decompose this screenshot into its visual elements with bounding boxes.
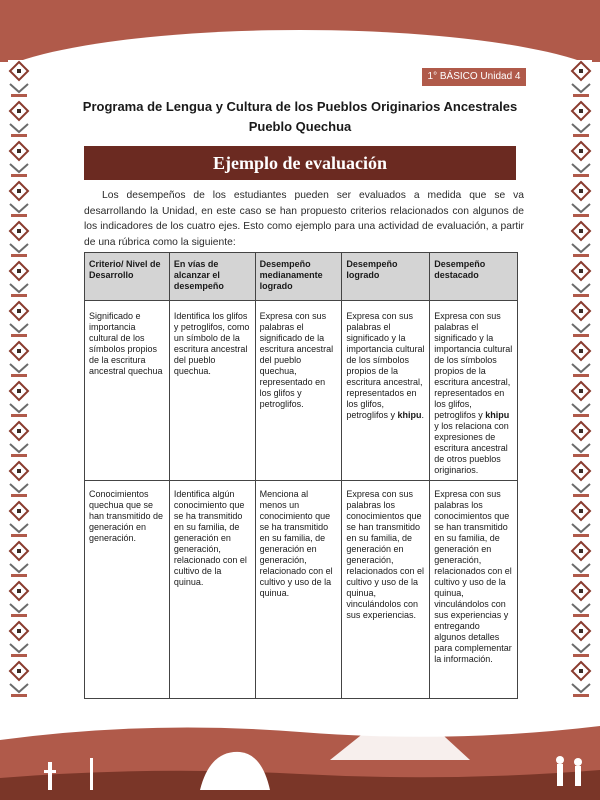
bottom-landscape (0, 700, 600, 800)
program-title-line1: Programa de Lengua y Cultura de los Pueblos Originarios Ancestrales (82, 99, 518, 114)
header-logrado: Desempeño logrado (342, 253, 430, 301)
row1-logrado-end: . (421, 410, 424, 420)
row1-destacado (430, 301, 518, 481)
right-pattern-border (570, 60, 592, 700)
row1-destacado-text: Expresa con sus palabras el significado y la importancia cultural de los símbolos propios de la escritura ancestral, representados en los glifos, petroglifos y (434, 311, 513, 420)
rubric-table (84, 252, 518, 699)
row2-en-vias: Identifica algún conocimiento que se ha transmitido en su familia, de generación en generación, relacionado con el cultivo de la quinua. (169, 481, 255, 699)
rubric-header-row (85, 253, 518, 301)
intro-paragraph: Los desempeños de los estudiantes pueden ser evaluados a medida que se va desarrollando la Unidad, en este caso se han propuesto criterios relacionados con algunos de los indicadores de los cuatro ejes. Esto como ejemplo para una actividad de evaluación, a partir de una rúbrica como la siguiente: (84, 190, 524, 248)
row1-logrado-khipu: khipu (397, 410, 422, 420)
row1-medianamente: Expresa con sus palabras el significado de la escritura ancestral del pueblo quechua, representado en los glifos y petroglifos. (255, 301, 342, 481)
grade-unit-badge: 1° BÁSICO Unidad 4 (422, 68, 526, 86)
andean-pattern-left-icon (8, 60, 30, 700)
header-medianamente: Desempeño medianamente logrado (255, 253, 342, 301)
row1-logrado-text: Expresa con sus palabras el significado y la importancia cultural de los símbolos propios de la escritura ancestral, representados en los glifos, petroglifos y (346, 311, 425, 420)
top-decorative-band (0, 0, 600, 62)
row2-criterio: Conocimientos quechua que se han transmitido de generación en generación. (85, 481, 170, 699)
andean-pattern-right-icon (570, 60, 592, 700)
left-pattern-border (8, 60, 30, 700)
section-title: Ejemplo de evaluación (84, 146, 516, 180)
row1-en-vias: Identifica los glifos y petroglifos, como un símbolo de la escritura ancestral del pueblo quechua. (169, 301, 255, 481)
row2-logrado: Expresa con sus palabras los conocimientos que se han transmitido en su familia, de generación en generación, relacionados con el cultivo y uso de la quinua, vinculándolos con sus experiencias. (342, 481, 430, 699)
table-row (85, 301, 518, 481)
header-criterio: Criterio/ Nivel de Desarrollo (85, 253, 170, 301)
row1-destacado-khipu: khipu (485, 410, 510, 420)
program-title (60, 97, 540, 137)
table-row (85, 481, 518, 699)
row1-logrado (342, 301, 430, 481)
row2-medianamente: Menciona al menos un conocimiento que se ha transmitido en su familia, de generación en generación, relacionado con el cultivo y uso de la quinua. (255, 481, 342, 699)
row2-destacado: Expresa con sus palabras los conocimientos que se han transmitido en su familia, de generación en generación, relacionados con el cultivo y uso de la quinua, vinculándolos con sus experiencias y entregando algunos detalles para complementar la información. (430, 481, 518, 699)
header-en-vias: En vías de alcanzar el desempeño (169, 253, 255, 301)
row1-criterio: Significado e importancia cultural de los símbolos propios de la escritura ancestral quechua (85, 301, 170, 481)
andean-landscape-icon (0, 700, 600, 800)
header-destacado: Desempeño destacado (430, 253, 518, 301)
row1-destacado-end: y los relaciona con expresiones de escritura ancestral de otros pueblos originarios. (434, 421, 509, 475)
program-title-line2: Pueblo Quechua (248, 119, 352, 134)
